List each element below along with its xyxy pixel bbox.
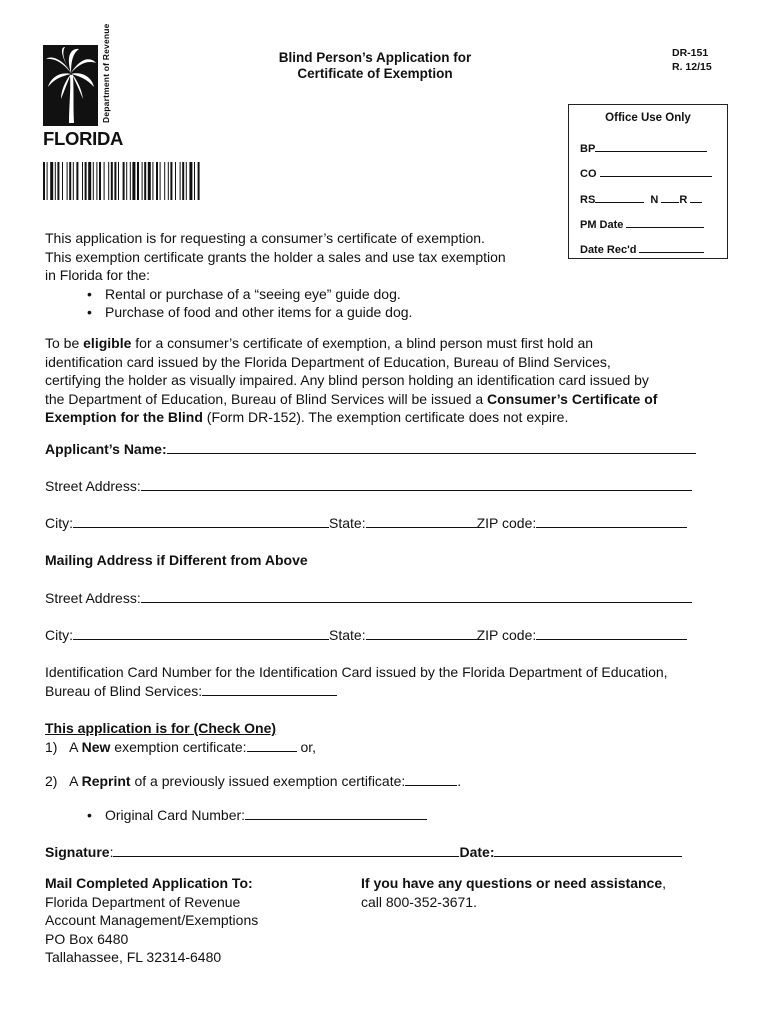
street-address-label: Street Address: xyxy=(45,590,141,606)
mailing-address-heading: Mailing Address if Different from Above xyxy=(45,552,308,568)
mailing-state-input[interactable] xyxy=(366,626,477,640)
state-name: FLORIDA xyxy=(43,128,124,149)
mailing-street-address-input[interactable] xyxy=(141,589,692,603)
eligibility-line: Exemption for the Blind (Form DR-152). The exemption certificate does not expire. xyxy=(45,409,569,425)
palm-tree-icon xyxy=(43,45,98,126)
bp-label: BP xyxy=(580,143,596,155)
eligibility-line: To be eligible for a consumer’s certificate of exemption, a blind person must first hold an xyxy=(45,335,594,351)
form-revision: R. 12/15 xyxy=(672,61,712,73)
city-input[interactable] xyxy=(73,514,329,528)
co-label: CO xyxy=(580,168,597,180)
check-one-section xyxy=(45,719,316,756)
intro-line: This exemption certificate grants the holder a sales and use tax exemption xyxy=(45,248,506,265)
barcode-icon xyxy=(43,162,251,200)
zip-input[interactable] xyxy=(536,514,687,528)
applicant-name-input[interactable] xyxy=(167,440,696,454)
id-card-number-input[interactable] xyxy=(202,682,337,696)
mailing-city-state-zip-row xyxy=(45,626,687,645)
intro-line: This application is for requesting a consumer’s certificate of exemption. xyxy=(45,230,485,246)
option-reprint: 2) A Reprint of a previously issued exemption certificate: . xyxy=(45,773,462,789)
title-line-1: Blind Person’s Application for xyxy=(278,50,472,65)
eligibility-line: certifying the holder as visually impaired. Any blind person holding an identification card issued by xyxy=(45,372,649,388)
intro-bullet-1: • Rental or purchase of a “seeing eye” guide dog. xyxy=(45,285,506,304)
zip-label: ZIP code: xyxy=(476,627,537,643)
mailing-zip-input[interactable] xyxy=(536,626,687,640)
signature-row: Signature: Date: xyxy=(45,843,682,862)
id-card-label-line: Bureau of Blind Services: xyxy=(45,682,203,699)
street-address-field xyxy=(45,477,692,496)
mailing-city-input[interactable] xyxy=(73,626,329,640)
street-address-input[interactable] xyxy=(141,477,692,491)
office-date-recd-field xyxy=(580,241,704,256)
title-line-2: Certificate of Exemption xyxy=(297,66,453,81)
office-use-heading: Office Use Only xyxy=(605,112,691,124)
questions-phone: call 800-352-3671. xyxy=(361,893,477,910)
city-label: City: xyxy=(45,627,73,643)
state-label: State: xyxy=(329,627,366,643)
original-card-number-field xyxy=(45,806,427,825)
office-bp-field xyxy=(580,140,707,155)
city-state-zip-row xyxy=(45,514,687,533)
intro-paragraph xyxy=(45,229,506,322)
intro-line: in Florida for the: xyxy=(45,267,151,283)
bullet: • xyxy=(87,285,92,302)
date-recd-label: Date Rec'd xyxy=(580,244,637,256)
signature-input[interactable] xyxy=(113,843,459,857)
pm-date-label: PM Date xyxy=(580,219,624,231)
signature-label: Signature xyxy=(45,844,110,860)
eligibility-paragraph xyxy=(45,334,657,427)
mailing-street-address-field xyxy=(45,589,692,608)
state-label: State: xyxy=(329,515,366,531)
mail-address-line: Tallahassee, FL 32314-6480 xyxy=(45,949,222,965)
city-label: City: xyxy=(45,515,73,531)
mail-address-line: PO Box 6480 xyxy=(45,930,129,947)
office-pm-date-field xyxy=(580,216,704,231)
zip-label: ZIP code: xyxy=(476,515,537,531)
office-use-box xyxy=(568,104,728,259)
r-label: R xyxy=(679,194,688,206)
eligibility-line: the Department of Education, Bureau of Blind Services will be issued a Consumer’s Certificate of xyxy=(45,390,658,407)
option-new: 1) A New exemption certificate: or, xyxy=(45,738,317,755)
department-label: Department of Revenue xyxy=(101,23,111,123)
questions-block: If you have any questions or need assistance, call 800-352-3671. xyxy=(361,875,666,910)
florida-palm-logo xyxy=(43,45,98,126)
original-card-label: Original Card Number: xyxy=(105,807,246,823)
id-card-field xyxy=(45,663,668,700)
barcode xyxy=(43,162,251,200)
street-address-label: Street Address: xyxy=(45,478,141,494)
state-input[interactable] xyxy=(366,514,477,528)
mail-address-line: Account Management/Exemptions xyxy=(45,912,259,928)
rs-label: RS xyxy=(580,194,596,206)
mail-to-block xyxy=(45,874,258,967)
logo-side-text xyxy=(101,23,115,126)
date-label: Date: xyxy=(459,844,495,860)
mail-heading: Mail Completed Application To: xyxy=(45,875,253,891)
id-card-label-line: Identification Card Number for the Identification Card issued by the Florida Department of Education, xyxy=(45,664,668,680)
n-label: N xyxy=(650,194,659,206)
date-input[interactable] xyxy=(494,843,682,857)
mail-address-line: Florida Department of Revenue xyxy=(45,893,241,910)
check-one-heading: This application is for (Check One) xyxy=(45,720,277,736)
office-rs-field xyxy=(580,191,702,206)
intro-bullet-2: • Purchase of food and other items for a guide dog. xyxy=(45,303,506,322)
applicant-name-field xyxy=(45,440,696,459)
form-title xyxy=(240,50,510,82)
form-number: DR-151 xyxy=(672,47,709,59)
applicant-name-label: Applicant’s Name: xyxy=(45,441,167,457)
original-card-input[interactable] xyxy=(245,806,427,820)
new-check-input[interactable] xyxy=(247,738,297,752)
office-co-field xyxy=(580,165,712,180)
form-number-block xyxy=(672,46,732,74)
bullet: • xyxy=(87,807,92,823)
questions-heading: If you have any questions or need assistance xyxy=(361,875,663,891)
reprint-check-input[interactable] xyxy=(405,772,457,786)
bullet: • xyxy=(87,304,92,320)
eligibility-line: identification card issued by the Florida Department of Education, Bureau of Blind Services, xyxy=(45,353,611,370)
